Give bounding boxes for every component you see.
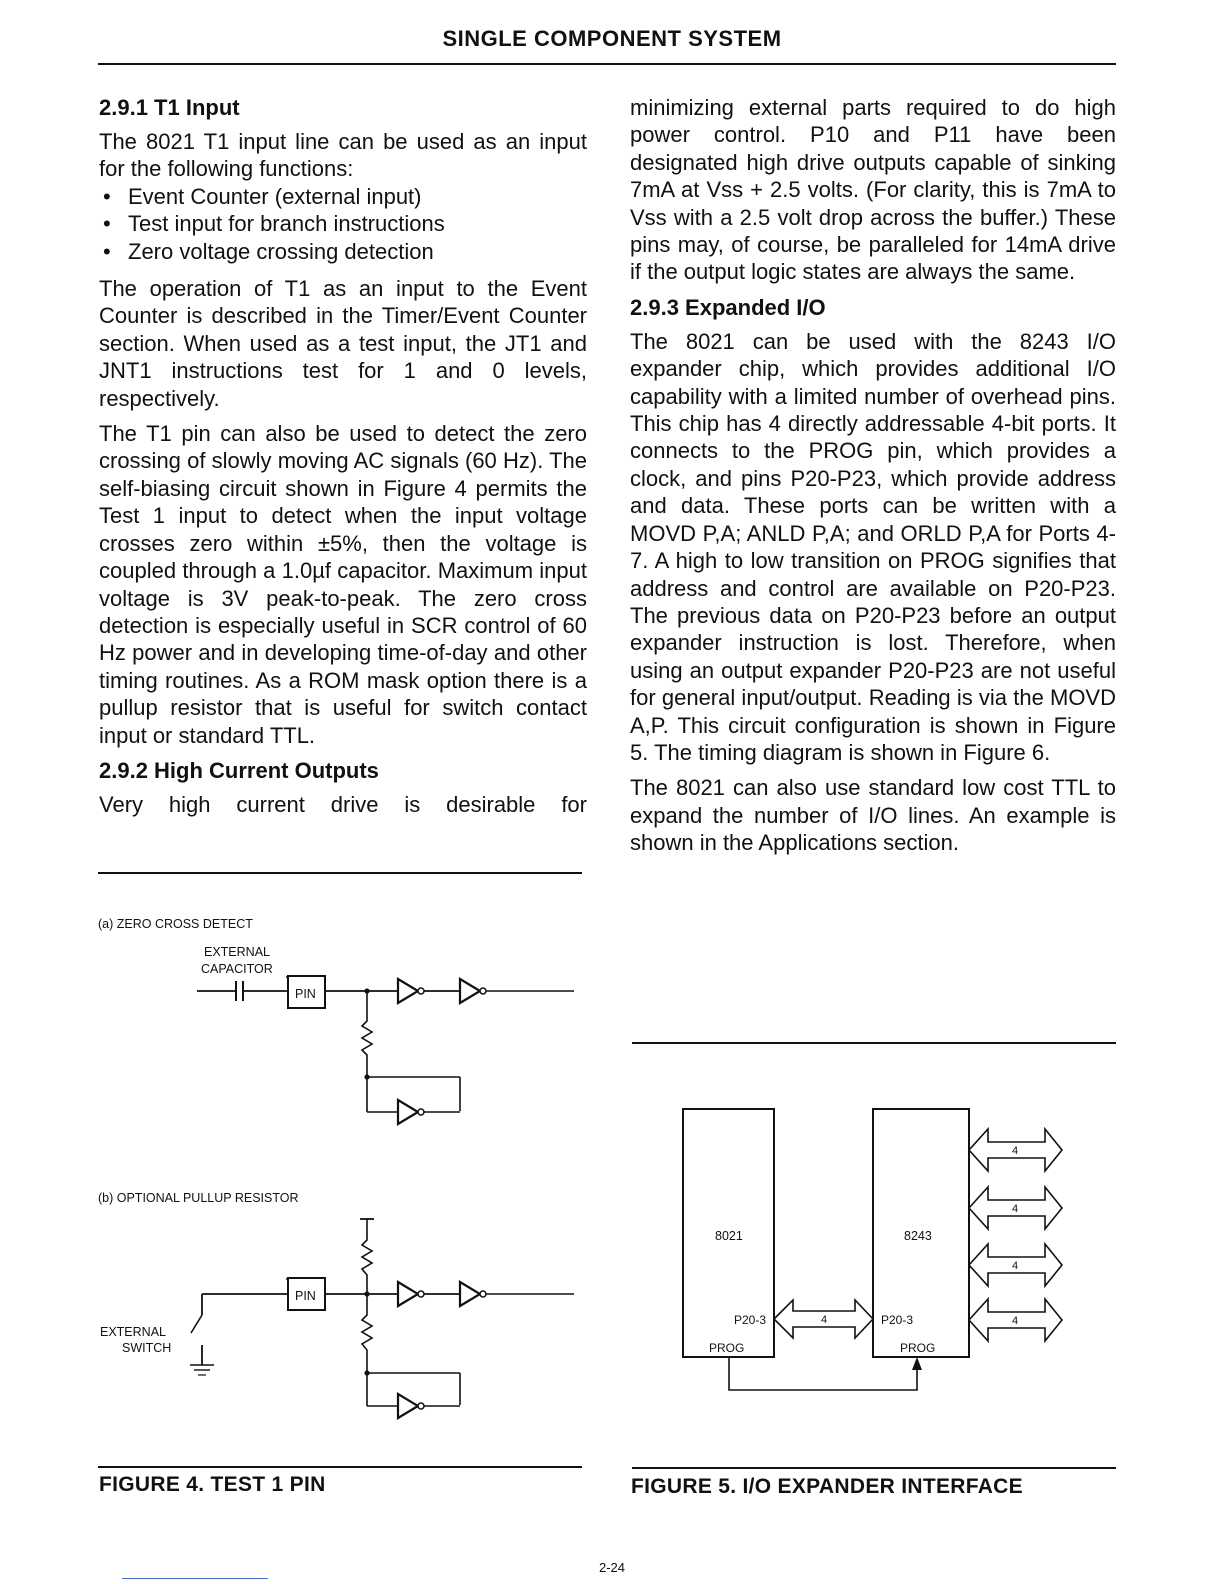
section-heading-291: 2.9.1 T1 Input	[99, 95, 240, 120]
port-width-label-2: 4	[1012, 1203, 1019, 1215]
sec-293-para1: The 8021 can be used with the 8243 I/O expander chip, which provides additional I/O capability with a limited number of overhead pins. This chip has 4 directly addressable 4-bit ports. It connects to the PROG pin, which provides a clock, and pins P20-P23, which provide address and data. These ports can be written with a MOVD P,A; ANLD P,A; and ORLD P,A for Ports 4-7. A high to low transition on PROG signifies that address and control are available on P20-P23. The previous data on P20-P23 before an output expander instruction is lost. Therefore, when using an output expander P20-P23 are not useful for general input/output. Reading is via the MOVD A,P. This circuit configuration is shown in Figure 5. The timing diagram is shown in Figure 6.	[630, 328, 1116, 765]
sec-292-para: Very high current drive is desirable for	[99, 791, 587, 817]
capacitor-symbol	[197, 981, 288, 1001]
figure4-bottom-rule	[98, 1466, 582, 1468]
chip-8243-label: 8243	[904, 1229, 932, 1243]
pin-label-a: PIN	[295, 987, 316, 1001]
port-label-8243: P20-3	[881, 1313, 914, 1327]
page-header: SINGLE COMPONENT SYSTEM	[442, 26, 782, 51]
left-column	[99, 94, 587, 826]
port-width-label-4: 4	[1012, 1315, 1019, 1327]
prog-label-8243: PROG	[900, 1341, 936, 1355]
figure5-diagram	[675, 1105, 1075, 1405]
feedback-buffer-b	[398, 1394, 424, 1418]
buffer-1b	[398, 1282, 424, 1306]
list-item: • Event Counter (external input)	[99, 183, 587, 210]
sec-291-para2: The T1 pin can also be used to detect the zero crossing of slowly moving AC signals (60 Hz). The self-biasing circuit shown in Figure 4 permits the Test 1 input to detect when the input voltage crosses zero within ±5%, then the voltage is coupled through a 1.0µf capacitor. Maximum input voltage is 3V peak-to-peak. The zero cross detection is especially useful in SCR control of 60 Hz power and in developing time-of-day and other timing routines. As a ROM mask option there is a pullup resistor that is useful for switch contact input or standard TTL.	[99, 421, 587, 748]
buffer-2b	[460, 1282, 486, 1306]
port-width-label-3: 4	[1012, 1260, 1019, 1272]
prog-label-8021: PROG	[709, 1341, 745, 1355]
sec-293-para2: The 8021 can also use standard low cost TTL to expand the number of I/O lines. An example is shown in the Applications section.	[630, 775, 1116, 856]
function-list	[99, 183, 587, 265]
sec-291-para1: The operation of T1 as an input to the Event Counter is described in the Timer/Event Counter section. When used as a test input, the JT1 and JNT1 instructions test for 1 and 0 levels, respectively.	[99, 276, 587, 411]
list-item: • Test input for branch instructions	[99, 210, 587, 237]
list-item: • Zero voltage crossing detection	[99, 238, 587, 265]
bias-resistor-b	[362, 1294, 372, 1373]
fig4-part-b-label: (b) OPTIONAL PULLUP RESISTOR	[98, 1191, 299, 1205]
figure5-caption: FIGURE 5. I/O EXPANDER INTERFACE	[631, 1475, 1023, 1498]
fig4-capacitor-label: CAPACITOR	[201, 962, 273, 976]
right-column	[630, 94, 1116, 865]
feedback-buffer-a	[398, 1100, 424, 1124]
bus-width-label: 4	[821, 1314, 828, 1326]
figure4-caption: FIGURE 4. TEST 1 PIN	[99, 1473, 326, 1496]
header-rule	[98, 63, 1116, 65]
buffer-1a	[398, 979, 424, 1003]
sec-291-intro: The 8021 T1 input line can be used as an input for the following functions:	[99, 129, 587, 182]
bottom-mark	[122, 1578, 268, 1579]
section-heading-293: 2.9.3 Expanded I/O	[630, 294, 826, 320]
port-label-8021: P20-3	[734, 1313, 767, 1327]
switch-label-2: SWITCH	[122, 1341, 172, 1355]
prog-line	[729, 1357, 917, 1390]
resistor-a	[362, 991, 372, 1077]
prog-arrowhead	[912, 1357, 922, 1370]
port-width-label-1: 4	[1012, 1145, 1019, 1157]
figure4-circuit	[90, 905, 590, 1445]
figure5-top-rule	[632, 1042, 1116, 1044]
buffer-2a	[460, 979, 486, 1003]
fig4-external-label: EXTERNAL	[204, 945, 270, 959]
section-heading-292: 2.9.2 High Current Outputs	[99, 757, 379, 783]
switch-label-1: EXTERNAL	[100, 1325, 166, 1339]
page-number: 2-24	[598, 1560, 626, 1575]
sec-292-continued: minimizing external parts required to do high power control. P10 and P11 have been designated high drive outputs capable of sinking 7mA at Vss + 2.5 volts. (For clarity, this is 7mA to Vss with a 2.5 volt drop across the buffer.) These pins may, of course, be paralleled for 14mA drive if the output logic states are always the same.	[630, 95, 1116, 285]
switch-arm	[191, 1315, 202, 1333]
pin-label-b: PIN	[295, 1289, 316, 1303]
figure5-bottom-rule	[632, 1467, 1116, 1469]
chip-8021-label: 8021	[715, 1229, 743, 1243]
figure4-top-rule	[98, 872, 582, 874]
pullup-resistor	[362, 1219, 372, 1294]
fig4-part-a-label: (a) ZERO CROSS DETECT	[98, 917, 253, 931]
